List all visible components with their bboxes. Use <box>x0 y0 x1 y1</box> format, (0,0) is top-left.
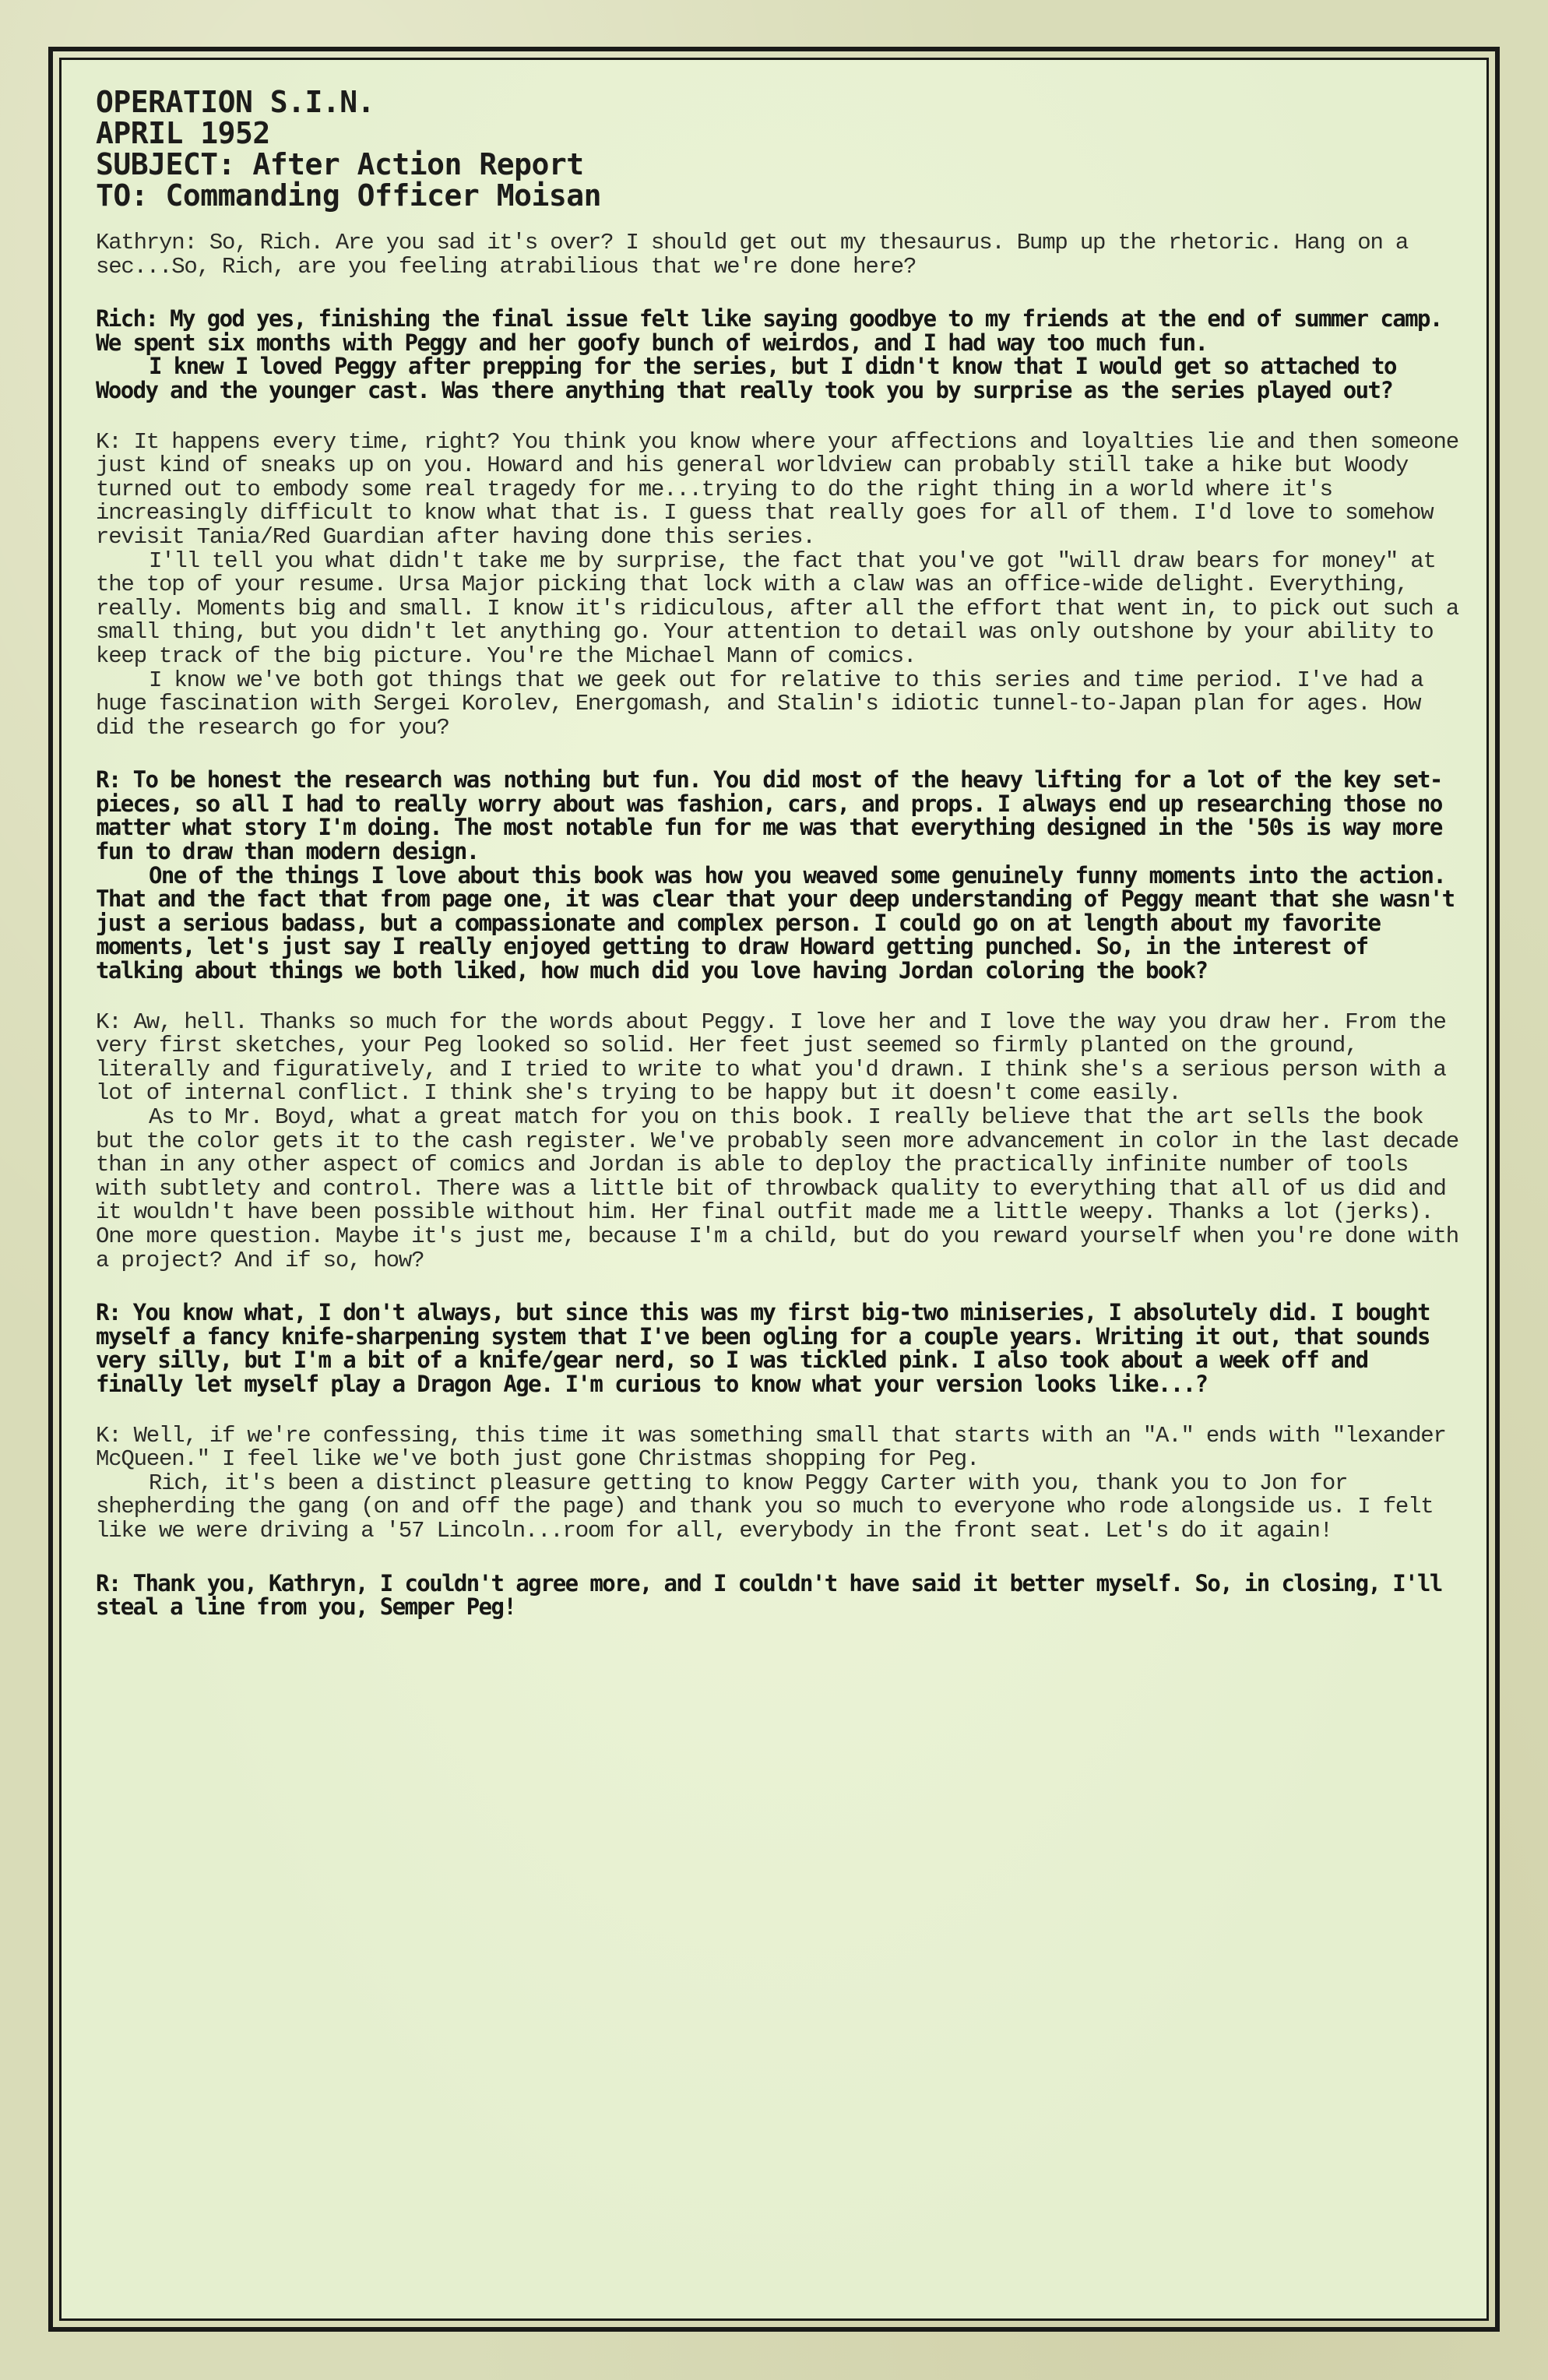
operation-line: OPERATION S.I.N. <box>96 85 375 119</box>
rich-closing <box>96 1569 1458 1621</box>
paragraph: As to Mr. Boyd, what a great match for you on this book. I really believe that the art sells the book but the color gets it to the cash register. We've probably seen more advancement in color in the last decade than in any other aspect of comics and Jordan is able to deploy the practically infinite number of tools with subtlety and control. There was a little bit of throwback quality to everything that all of us did and it wouldn't have been possible without him. Her final outfit made me a little weepy. Thanks a lot (jerks). <box>96 1104 1458 1226</box>
paragraph: Kathryn: So, Rich. Are you sad it's over? I should get out my thesaurus. Bump up the rhetoric. Hang on a sec...So, Rich, are you feeling atrabilious that we're done here? <box>96 230 1409 280</box>
paragraph: Rich: My god yes, finishing the final issue felt like saying goodbye to my friends at the end of summer camp. We spent six months with Peggy and her goofy bunch of weirdos, and I had way too much fun. <box>96 305 1442 356</box>
kathryn-answer-1 <box>96 428 1458 741</box>
date-line: APRIL 1952 <box>96 116 270 150</box>
paragraph: Rich, it's been a distinct pleasure getting to know Peggy Carter with you, thank you to Jon for shepherding the gang (on and off the page) and thank you so much to everyone who rode alongside us. I felt like we were driving a '57 Lincoln...room for all, everybody in the front seat. Let's do it again! <box>96 1470 1434 1544</box>
kathryn-question-1 <box>96 231 1458 279</box>
paragraph: I'll tell you what didn't take me by surprise, the fact that you've got "will draw bears for money" at the top of your resume. Ursa Major picking that lock with a claw was an office-wide delight. Everything, really. Moments big and small. I know it's ridiculous, after all the effort that went in, to pick out such a small thing, but you didn't let anything go. Your attention to detail was only outshone by your ability to keep track of the big picture. You're the Michael Mann of comics. <box>96 547 1458 669</box>
paragraph: K: Aw, hell. Thanks so much for the words about Peggy. I love her and I love the way you draw her. From the very first sketches, your Peg looked so solid. Her feet just seemed so firmly planted on the ground, literally and figuratively, and I tried to write to what you'd drawn. I think she's a serious person with a lot of internal conflict. I think she's trying to be happy but it doesn't come easily. <box>96 1009 1446 1107</box>
rich-answer-1 <box>96 307 1458 402</box>
report-header <box>96 86 1458 211</box>
kathryn-answer-2 <box>96 1011 1458 1273</box>
paragraph: R: To be honest the research was nothing but fun. You did most of the heavy lifting for a lot of the key set-pieces, so all I had to really worry about was fashion, cars, and props. I always end up researching those no matter what story I'm doing. The most notable fun for me was that everything designed in the '50s is way more fun to draw than modern design. <box>96 766 1442 865</box>
paragraph: One more question. Maybe it's just me, because I'm a child, but do you reward yourself when you're done with a project? And if so, how? <box>96 1223 1458 1273</box>
paragraph: I knew I loved Peggy after prepping for the series, but I didn't know that I would get so attached to Woody and the younger cast. Was there anything that really took you by surprise as the series played out? <box>96 353 1396 403</box>
paragraph: R: You know what, I don't always, but since this was my first big-two miniseries, I absolutely did. I bought myself a fancy knife-sharpening system that I've been ogling for a couple years. Writing it out, that sounds very silly, but I'm a bit of a knife/gear nerd, so I was tickled pink. I also took about a week off and finally let myself play a Dragon Age. I'm curious to know what your version looks like...? <box>96 1299 1430 1397</box>
paragraph: R: Thank you, Kathryn, I couldn't agree more, and I couldn't have said it better myself. So, in closing, I'll steal a line from you, Semper Peg! <box>96 1569 1442 1621</box>
paragraph: I know we've both got things that we geek out for relative to this series and time period. I've had a huge fascination with Sergei Korolev, Energomash, and Stalin's idiotic tunnel-to-Japan plan for ages. How did the research go for you? <box>96 667 1423 741</box>
rich-answer-3 <box>96 1301 1458 1396</box>
paragraph: K: It happens every time, right? You think you know where your affections and loyalties lie and then someone just kind of sneaks up on you. Howard and his general worldview can probably still take a hike but Woody turned out to embody some real tragedy for me...trying to do the right thing in a world where it's increasingly difficult to know what that is. I guess that really goes for all of them. I'd love to somehow revisit Tania/Red Guardian after having done this series. <box>96 428 1458 550</box>
rich-answer-2 <box>96 768 1458 982</box>
paragraph: K: Well, if we're confessing, this time it was something small that starts with an "A." ends with "lexander McQueen." I feel like we've both just gone Christmas shopping for Peg. <box>96 1422 1446 1473</box>
kathryn-answer-3 <box>96 1424 1458 1544</box>
recipient-line: TO: Commanding Officer Moisan <box>96 178 601 213</box>
letter-panel <box>59 58 1489 2321</box>
paragraph: One of the things I love about this book was how you weaved some genuinely funny moments into the action. That and the fact that from page one, it was clear that your deep understanding of Peggy meant that she wasn't just a serious badass, but a compassionate and complex person. I could go on at length about my favorite moments, let's just say I really enjoyed getting to draw Howard getting punched. So, in the interest of talking about things we both liked, how much did you love having Jordan coloring the book? <box>96 861 1455 984</box>
subject-line: SUBJECT: After Action Report <box>96 147 584 181</box>
page-border <box>48 47 1500 2332</box>
